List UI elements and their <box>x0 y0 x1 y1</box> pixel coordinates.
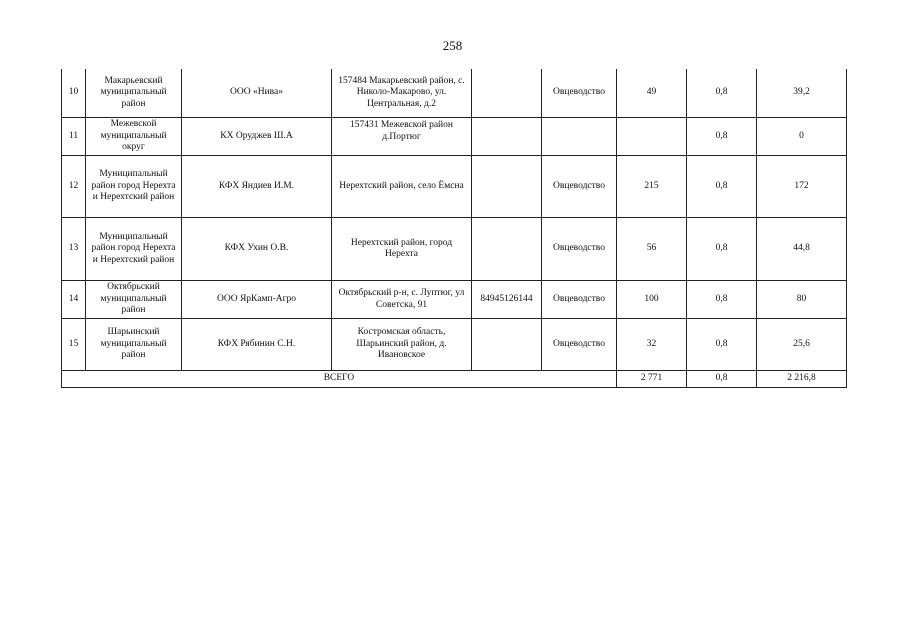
address-cell: Нерехтский район, город Нерехта <box>332 218 472 281</box>
quantity-cell <box>617 118 687 156</box>
address-cell: Октябрьский р-н, с. Луптюг, ул Советска, 91 <box>332 281 472 319</box>
organization-cell: КФХ Рябинин С.Н. <box>182 319 332 371</box>
rate-cell: 0,8 <box>687 281 757 319</box>
total-quantity: 2 771 <box>617 371 687 388</box>
quantity-cell: 100 <box>617 281 687 319</box>
activity-cell: Овцеводство <box>542 281 617 319</box>
quantity-cell: 49 <box>617 69 687 118</box>
sum-cell: 44,8 <box>757 218 847 281</box>
row-number: 12 <box>62 156 86 218</box>
total-rate: 0,8 <box>687 371 757 388</box>
address-cell: 157484 Макарьевский район, с. Николо-Макарово, ул. Центральная, д.2 <box>332 69 472 118</box>
organization-cell: ООО ЯрКамп-Агро <box>182 281 332 319</box>
total-row <box>62 371 847 388</box>
district-cell: Межевской муниципальный округ <box>86 118 182 156</box>
total-sum: 2 216,8 <box>757 371 847 388</box>
quantity-cell: 56 <box>617 218 687 281</box>
sum-cell: 39,2 <box>757 69 847 118</box>
rate-cell: 0,8 <box>687 118 757 156</box>
row-number: 15 <box>62 319 86 371</box>
sum-cell: 172 <box>757 156 847 218</box>
phone-cell <box>472 118 542 156</box>
address-cell: Нерехтский район, село Ёмсна <box>332 156 472 218</box>
organization-cell: КФХ Ухин О.В. <box>182 218 332 281</box>
phone-cell <box>472 218 542 281</box>
rate-cell: 0,8 <box>687 69 757 118</box>
phone-cell <box>472 319 542 371</box>
district-cell: Макарьевский муниципальный район <box>86 69 182 118</box>
table-row <box>62 281 847 319</box>
row-number: 14 <box>62 281 86 319</box>
organization-cell: КФХ Яндиев И.М. <box>182 156 332 218</box>
activity-cell <box>542 118 617 156</box>
activity-cell: Овцеводство <box>542 69 617 118</box>
organization-cell: ООО «Нива» <box>182 69 332 118</box>
rate-cell: 0,8 <box>687 319 757 371</box>
sum-cell: 25,6 <box>757 319 847 371</box>
page-number: 258 <box>442 38 463 53</box>
data-table <box>61 69 847 388</box>
sum-cell: 0 <box>757 118 847 156</box>
district-cell: Октябрьский муниципальный район <box>86 281 182 319</box>
quantity-cell: 215 <box>617 156 687 218</box>
activity-cell: Овцеводство <box>542 218 617 281</box>
phone-cell: 84945126144 <box>472 281 542 319</box>
address-cell: 157431 Межевской район д.Портюг <box>332 118 472 156</box>
phone-cell <box>472 69 542 118</box>
address-cell: Костромская область, Шарьинский район, д. Ивановское <box>332 319 472 371</box>
district-cell: Муниципальный район город Нерехта и Нерехтский район <box>86 156 182 218</box>
row-number: 10 <box>62 69 86 118</box>
quantity-cell: 32 <box>617 319 687 371</box>
table-row <box>62 156 847 218</box>
row-number: 11 <box>62 118 86 156</box>
rate-cell: 0,8 <box>687 218 757 281</box>
table-row <box>62 218 847 281</box>
table-row <box>62 118 847 156</box>
rate-cell: 0,8 <box>687 156 757 218</box>
district-cell: Шарьинский муниципальный район <box>86 319 182 371</box>
sum-cell: 80 <box>757 281 847 319</box>
phone-cell <box>472 156 542 218</box>
row-number: 13 <box>62 218 86 281</box>
activity-cell: Овцеводство <box>542 156 617 218</box>
district-cell: Муниципальный район город Нерехта и Нерехтский район <box>86 218 182 281</box>
table-row <box>62 69 847 118</box>
organization-cell: КХ Оруджев Ш.А <box>182 118 332 156</box>
activity-cell: Овцеводство <box>542 319 617 371</box>
total-label: ВСЕГО <box>62 371 617 388</box>
table-row <box>62 319 847 371</box>
